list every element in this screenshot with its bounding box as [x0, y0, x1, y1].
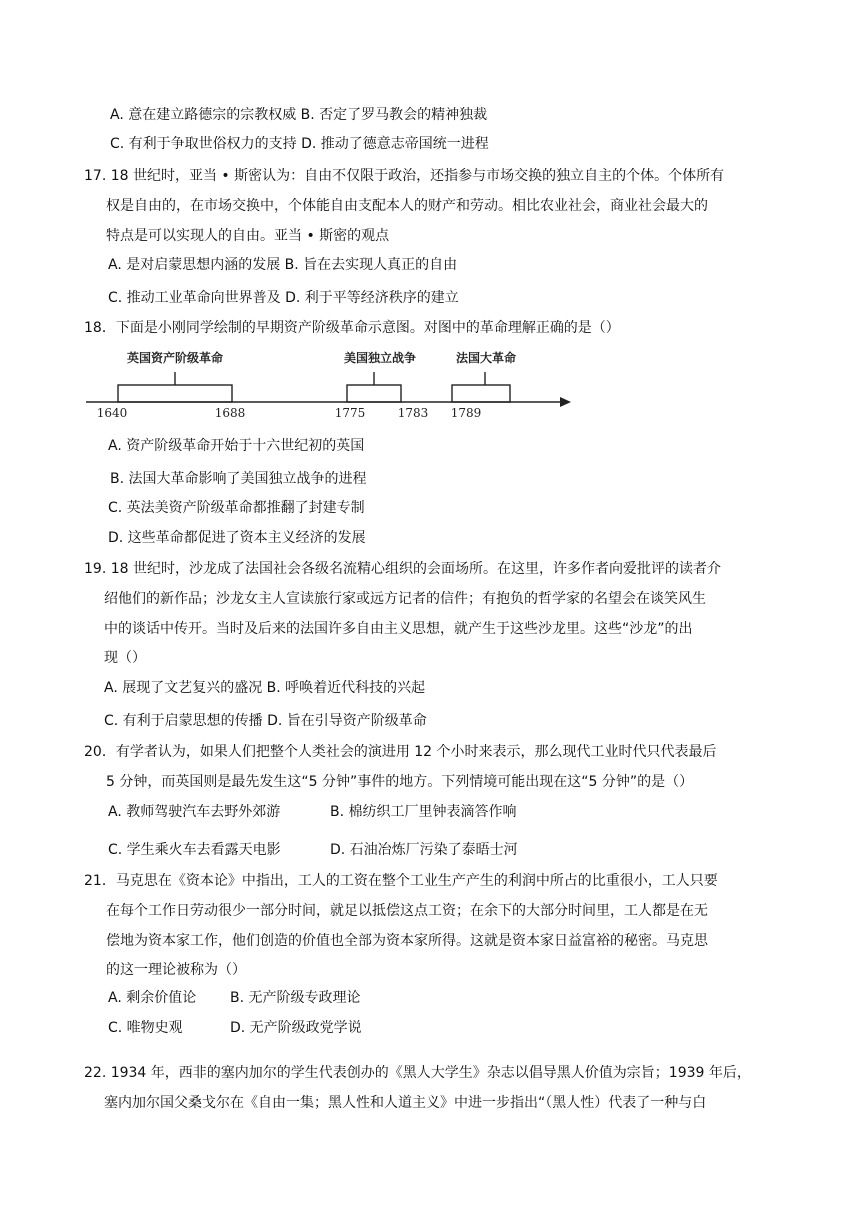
timeline-event-french-revolution	[451, 350, 516, 420]
q18-option-c: C. 英法美资产阶级革命都推翻了封建专制	[108, 500, 365, 516]
q17-stem-line-1: 17. 18 世纪时，亚当 • 斯密认为：自由不仅限于政治，还指参与市场交换的独立自主的个体。个体所有	[84, 168, 725, 184]
timeline-event-label: 英国资产阶级革命	[126, 351, 224, 365]
q21-stem-line-4: 的这一理论被称为（）	[106, 962, 246, 978]
q17-options-ab: A. 是对启蒙思想内涵的发展 B. 旨在去实现人真正的自由	[108, 257, 458, 273]
timeline-year: 1775	[334, 406, 366, 420]
q21-option-c: C. 唯物史观	[108, 1020, 183, 1036]
q20-option-c: C. 学生乘火车去看露天电影	[108, 842, 281, 858]
q17-stem-line-3: 特点是可以实现人的自由。亚当 • 斯密的观点	[106, 228, 390, 244]
q17-options-cd: C. 推动工业革命向世界普及 D. 利于平等经济秩序的建立	[108, 290, 459, 306]
q19-stem-line-3: 中的谈话中传开。当时及后来的法国许多自由主义思想，就产生于这些沙龙里。这些“沙龙”的出	[104, 621, 693, 637]
timeline-event-american-war	[335, 350, 429, 420]
q20-stem-line-2: 5 分钟，而英国则是最先发生这“5 分钟”事件的地方。下列情境可能出现在这“5 分钟”的是（）	[106, 774, 694, 790]
timeline-event-label: 法国大革命	[455, 351, 517, 365]
timeline-year: 1789	[450, 406, 482, 420]
q18-stem: 18．下面是小刚同学绘制的早期资产阶级革命示意图。对图中的革命理解正确的是（）	[84, 320, 620, 336]
q21-stem-line-2: 在每个工作日劳动很少一部分时间，就足以抵偿这点工资；在余下的大部分时间里，工人都是在无	[106, 903, 708, 919]
q19-stem-line-1: 19. 18 世纪时，沙龙成了法国社会各级名流精心组织的会面场所。在这里，许多作者向爱批评的读者介	[84, 561, 721, 577]
q18-option-a: A. 资产阶级革命开始于十六世纪初的英国	[108, 438, 365, 454]
q21-option-b: B. 无产阶级专政理论	[230, 990, 361, 1006]
timeline-year: 1640	[96, 406, 128, 420]
q21-stem-line-1: 21．马克思在《资本论》中指出，工人的工资在整个工业生产产生的利润中所占的比重很小，工人只要	[84, 873, 718, 889]
q20-option-b: B. 棉纺织工厂里钟表滴答作响	[330, 804, 517, 820]
q18-option-d: D. 这些革命都促进了资本主义经济的发展	[108, 530, 366, 546]
q19-stem-line-2: 绍他们的新作品；沙龙女主人宣读旅行家或远方记者的信件；有抱负的哲学家的名望会在谈笑风生	[104, 591, 706, 607]
q18-timeline-diagram	[82, 348, 582, 428]
q22-stem-line-2: 塞内加尔国父桑戈尔在《自由一集；黑人性和人道主义》中进一步指出“（黑人性）代表了一种与白	[104, 1095, 707, 1111]
q21-option-a: A. 剩余价值论	[108, 990, 197, 1006]
q20-option-d: D. 石油冶炼厂污染了泰晤士河	[330, 842, 518, 858]
q18-option-b: B. 法国大革命影响了美国独立战争的进程	[110, 471, 367, 487]
q20-stem-line-1: 20．有学者认为，如果人们把整个人类社会的演进用 12 个小时来表示，那么现代工业时代只代表最后	[84, 744, 717, 760]
q20-option-a: A. 教师驾驶汽车去野外郊游	[108, 804, 281, 820]
timeline-arrow-icon	[560, 397, 571, 407]
timeline-event-english-revolution	[97, 350, 246, 420]
q19-options-ab: A. 展现了文艺复兴的盛况 B. 呼唤着近代科技的兴起	[104, 680, 426, 696]
q16-options-ab: A. 意在建立路德宗的宗教权威 B. 否定了罗马教会的精神独裁	[110, 107, 488, 123]
q22-stem-line-1: 22. 1934 年，西非的塞内加尔的学生代表创办的《黑人大学生》杂志以倡导黑人价值为宗旨；1939 年后，	[84, 1065, 751, 1081]
q17-stem-line-2: 权是自由的，在市场交换中，个体能自由支配本人的财产和劳动。相比农业社会，商业社会最大的	[106, 198, 708, 214]
q16-options-cd: C. 有利于争取世俗权力的支持 D. 推动了德意志帝国统一进程	[110, 136, 489, 152]
timeline-event-label: 美国独立战争	[343, 351, 417, 365]
q19-options-cd: C. 有利于启蒙思想的传播 D. 旨在引导资产阶级革命	[104, 713, 427, 729]
timeline-year: 1688	[214, 406, 246, 420]
q21-stem-line-3: 偿地为资本家工作，他们创造的价值也全部为资本家所得。这就是资本家日益富裕的秘密。马克思	[106, 933, 708, 949]
timeline-year: 1783	[397, 406, 429, 420]
q21-option-d: D. 无产阶级政党学说	[230, 1020, 362, 1036]
q19-stem-line-4: 现（）	[104, 650, 146, 666]
